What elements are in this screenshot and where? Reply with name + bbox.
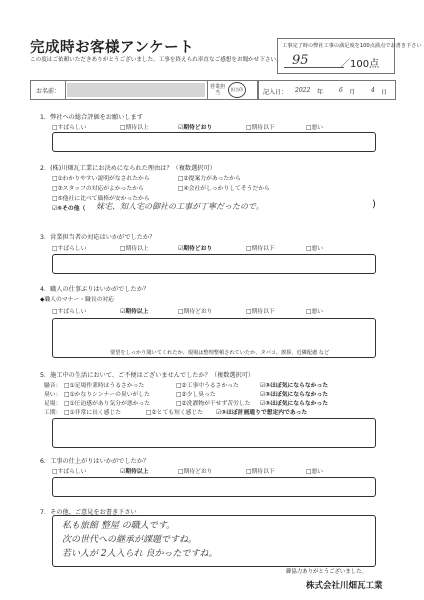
q2-option[interactable]: □①わかりやすい説明がなされたから (52, 176, 150, 182)
score-value: 95 (292, 53, 309, 68)
q4-option[interactable]: □期待以下 (246, 309, 275, 315)
q1-option[interactable]: □期待以下 (246, 125, 275, 131)
entry-year-suffix: 年 (317, 89, 324, 96)
q3-option[interactable]: □すばらしい (52, 246, 87, 252)
score-underline (284, 67, 344, 68)
q6-comment-box[interactable] (52, 477, 376, 497)
q5-option-selected[interactable]: ☑③ほぼ計画通りで想定内であった (216, 410, 308, 416)
q5-option-selected[interactable]: ☑③ほぼ気にならなかった (260, 401, 329, 407)
q2-option[interactable]: □④会社がしっかりしてそうだから (178, 186, 270, 192)
q3-comment-box[interactable] (52, 254, 376, 274)
q1-option[interactable]: □悪い (306, 125, 324, 131)
footer-company: 株式会社川畑瓦工業 (306, 581, 383, 591)
q5-option[interactable]: □①圧迫感があり気分が悪かった (64, 401, 151, 407)
q7-comment-line: 私も旅館 整屋 の職人です。 (62, 521, 176, 531)
q2-other-text: 妹宅、知人宅の御社の工事が丁寧だったので。 (96, 202, 264, 211)
q5-row-label: 臭い： (44, 392, 62, 398)
q5-title: 5．施工中の生活において、ご不便はございませんでしたか？（複数選択可） (40, 372, 255, 379)
q6-option[interactable]: □期待以下 (246, 469, 275, 475)
entry-date-row (258, 80, 396, 100)
q6-option[interactable]: □悪い (306, 469, 324, 475)
q4-note: 要望をしっかり聞いてくれたか、現場は整理整頓されていたか、タバコ、挨拶、近隣配慮 など (110, 350, 330, 356)
q2-other-label[interactable]: ☑⑥その他（ (52, 206, 86, 212)
q3-option[interactable]: □期待以下 (246, 246, 275, 252)
q1-comment-box[interactable] (52, 132, 376, 152)
q3-option[interactable]: □悪い (306, 246, 324, 252)
sales-label: 営業担当 (207, 81, 227, 99)
entry-month-suffix: 月 (349, 89, 356, 96)
q2-title: 2．(株)川畑瓦工業にお決めになられた理由は？（複数選択可） (40, 165, 216, 172)
q3-option[interactable]: □期待以上 (120, 246, 149, 252)
name-row (30, 80, 258, 100)
q5-option[interactable]: □②洗濯物が干せず苦労した (176, 401, 251, 407)
q5-option[interactable]: □①非常に長く感じた (64, 410, 122, 416)
footer-thanks: 御協力ありがとうございました。 (286, 569, 367, 575)
q2-bracket-close: ) (372, 199, 376, 210)
q5-comment-box[interactable] (52, 418, 376, 448)
q1-option[interactable]: □すばらしい (52, 125, 87, 131)
name-label: お名前： (31, 81, 66, 99)
q5-option-selected[interactable]: ☑③ほぼ気にならなかった (260, 383, 329, 389)
q5-option[interactable]: □②少し臭った (176, 392, 216, 398)
entry-month: 6 (339, 87, 343, 94)
intro-text: この度はご依頼いただきありがとうございました。工事を終えられ率直なご感想をお聞かせ下さい。 (30, 57, 282, 63)
q6-option[interactable]: □期待どおり (178, 469, 213, 475)
q4-option-selected[interactable]: ☑期待以上 (120, 309, 149, 315)
q5-option-selected[interactable]: ☑③ほぼ気にならなかった (260, 392, 329, 398)
q6-title: 6．工事の仕上がりはいかがでしたか？ (40, 458, 150, 465)
q4-option[interactable]: □すばらしい (52, 309, 87, 315)
q5-option[interactable]: □①足場作業時はうるさかった (64, 383, 145, 389)
score-box (277, 38, 422, 74)
q2-option[interactable]: □②提案力があったから (178, 176, 241, 182)
q1-option[interactable]: □期待以上 (120, 125, 149, 131)
sales-stamp: 担当印 (228, 82, 246, 98)
q5-option[interactable]: □①かなりシンナーの臭いがした (64, 392, 150, 398)
q6-option-selected[interactable]: ☑期待以上 (120, 469, 149, 475)
q1-title: 1．弊社への総合評価をお願いします (40, 114, 143, 121)
q3-option-selected[interactable]: ☑期待どおり (178, 246, 213, 252)
entry-day: 4 (371, 87, 375, 94)
q7-comment-line: 次の世代への継承が課題ですね。 (62, 535, 198, 545)
q2-option[interactable]: □⑤他社に比べて価格が安かったから (52, 196, 150, 202)
entry-label: 記入日： (263, 89, 288, 96)
q5-option[interactable]: □②とても短く感じた (146, 410, 204, 416)
q5-row-label: 騒音： (44, 383, 62, 389)
q5-row-label: 工期： (44, 410, 62, 416)
entry-year: 2022 (295, 87, 311, 94)
q4-subtitle: ◆職人のマナー・職長の対応 (40, 297, 115, 303)
entry-day-suffix: 日 (381, 89, 388, 96)
q7-comment-line: 若い人が 2人入られ 良かったですね。 (62, 549, 218, 559)
q4-title: 4．職人の仕事ぶりはいかがでしたか？ (40, 286, 150, 293)
q7-title: 7．その他、ご意見をお書き下さい (40, 509, 137, 516)
q2-option[interactable]: □③スタッフの対応がよかったから (52, 186, 144, 192)
q5-row-label: 足場： (44, 401, 62, 407)
q4-option[interactable]: □期待どおり (178, 309, 213, 315)
q3-title: 3．営業担当者の対応はいかがでしたか？ (40, 234, 156, 241)
score-caption: 工事完了時の弊社工事の満足度を100点満点でお書き下さい (282, 43, 422, 49)
q6-option[interactable]: □すばらしい (52, 469, 87, 475)
q1-option-selected[interactable]: ☑期待どおり (178, 125, 213, 131)
page-title: 完成時お客様アンケート (30, 40, 195, 56)
name-field-redacted[interactable] (67, 83, 205, 97)
q5-option[interactable]: □②工事中うるさかった (176, 383, 239, 389)
score-unit: ／100点 (340, 59, 380, 70)
q4-option[interactable]: □悪い (306, 309, 324, 315)
